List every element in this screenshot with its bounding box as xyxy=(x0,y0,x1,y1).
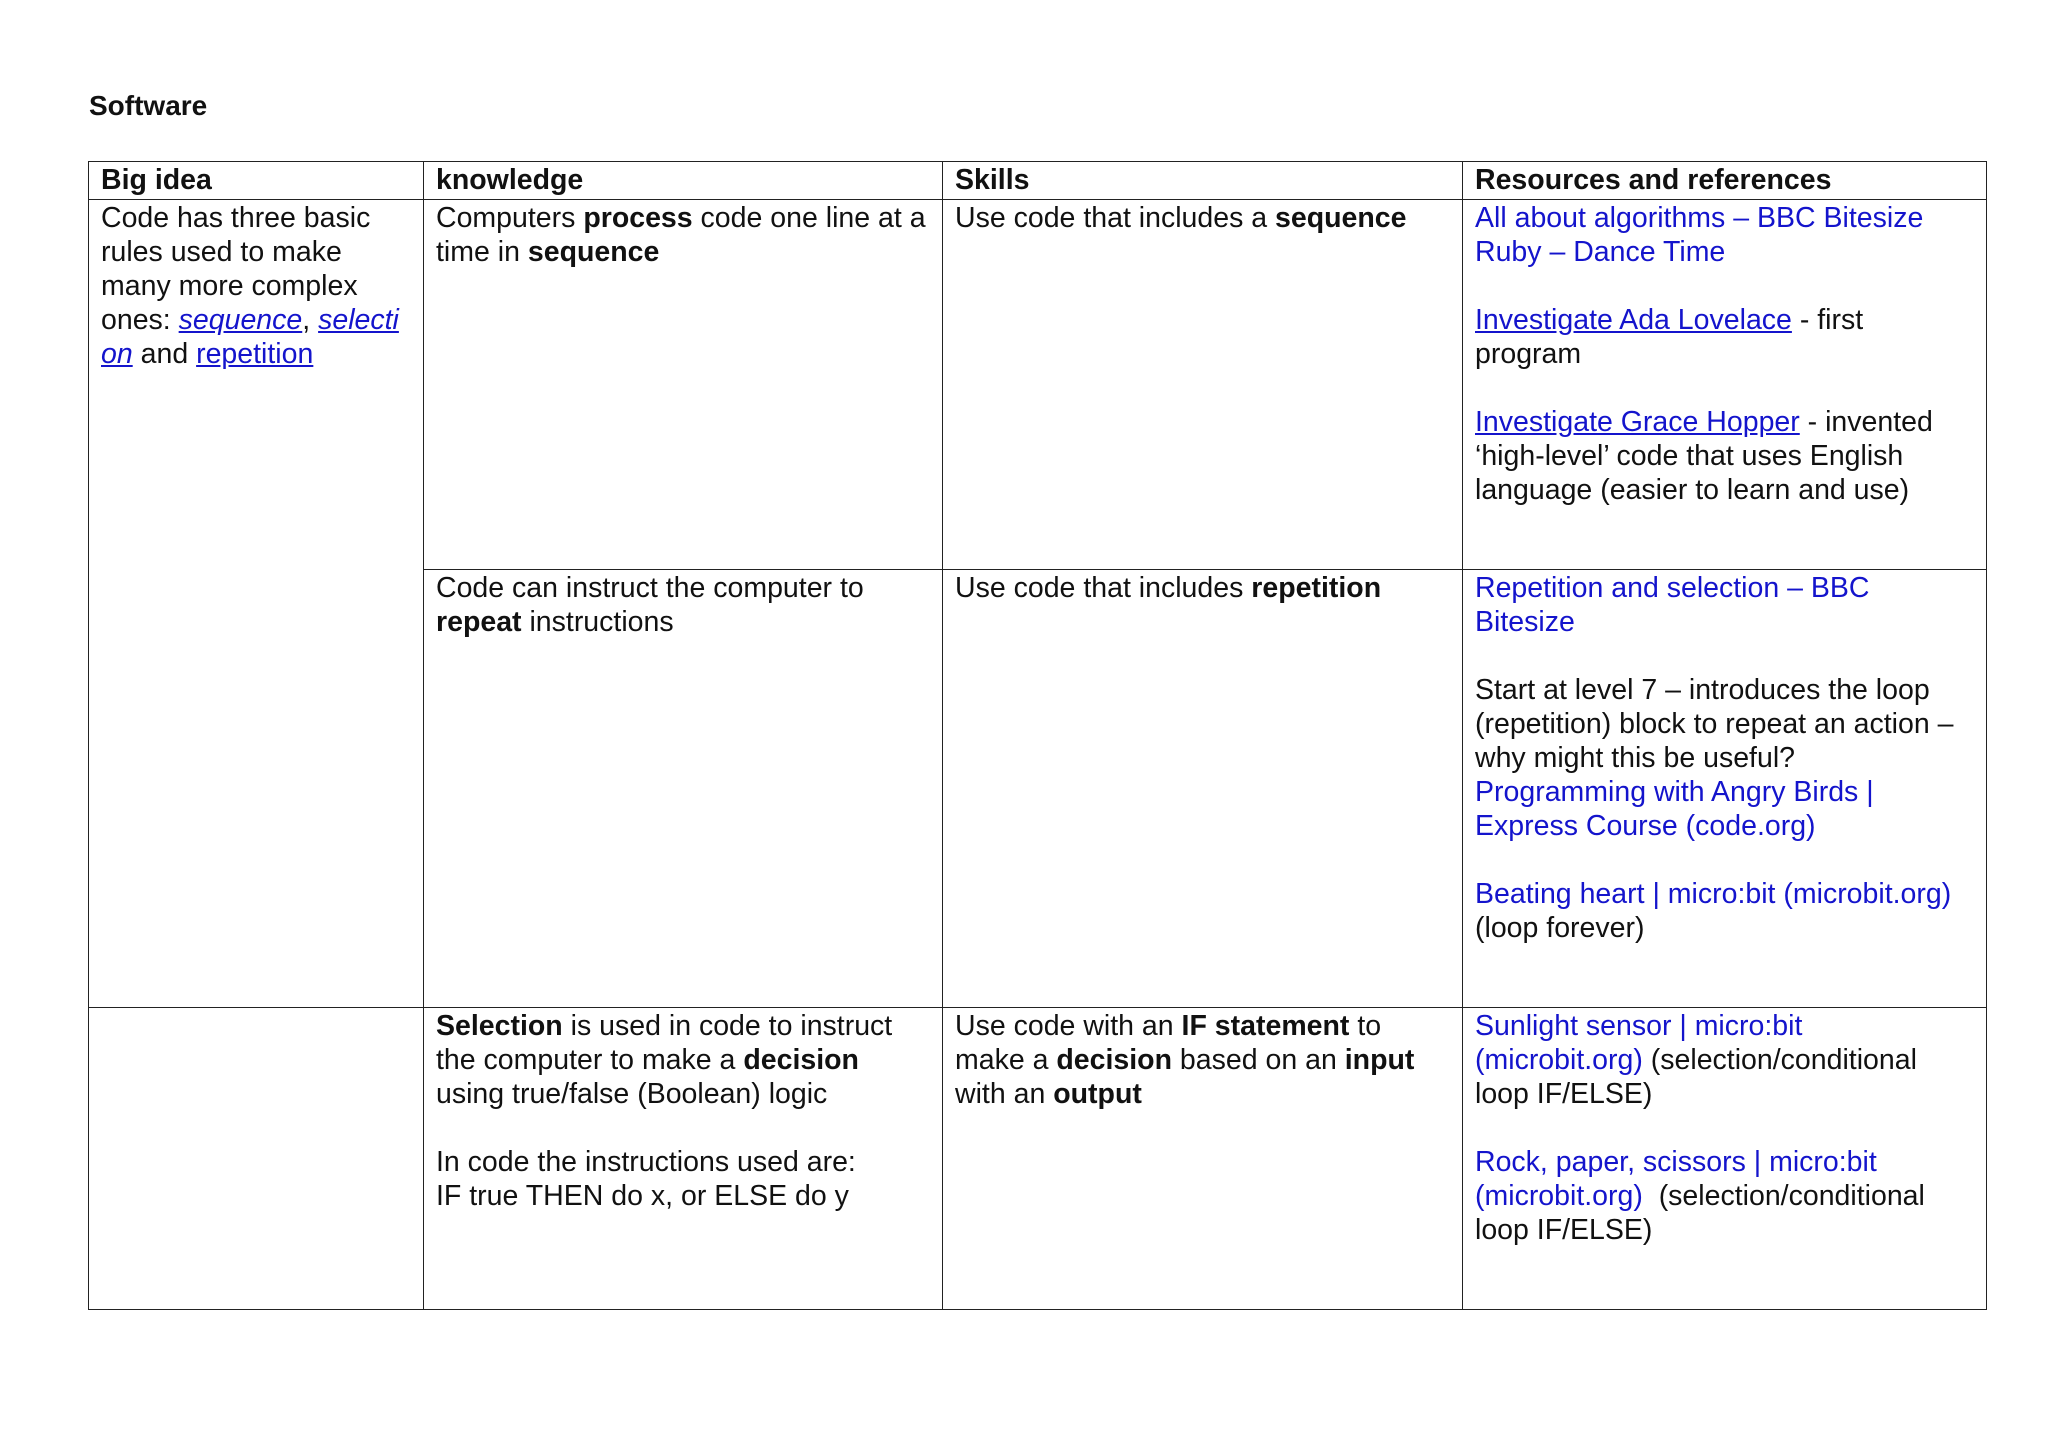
skills-bold: sequence xyxy=(1275,202,1407,234)
bbc-repetition-link[interactable]: Repetition and selection – BBC Bitesize xyxy=(1475,572,1878,638)
skills-bold: IF statement xyxy=(1181,1010,1350,1042)
angry-birds-link[interactable]: Programming with Angry Birds | Express Course (code.org) xyxy=(1475,776,1882,842)
skills-text: based on an xyxy=(1172,1044,1345,1076)
skills-text: Use code with an xyxy=(955,1010,1182,1042)
software-table xyxy=(88,161,1987,1310)
bbc-algorithms-link[interactable]: All about algorithms – BBC Bitesize xyxy=(1475,202,1924,234)
ruby-dance-link[interactable]: Ruby – Dance Time xyxy=(1475,236,1726,268)
knowledge-cell xyxy=(424,1008,943,1310)
repetition-link[interactable]: repetition xyxy=(196,338,314,370)
knowledge-cell xyxy=(424,200,943,570)
knowledge-text: is used in code to instruct the computer to make a xyxy=(436,1010,901,1076)
resource-item xyxy=(1475,303,1974,371)
skills-text: with an xyxy=(955,1044,1423,1110)
beating-heart-link[interactable]: Beating heart | micro:bit (microbit.org) xyxy=(1475,878,1952,910)
header-knowledge: knowledge xyxy=(424,162,943,200)
skills-text: Use code that includes a xyxy=(955,202,1276,234)
spacer xyxy=(1475,371,1974,405)
ada-lovelace-link[interactable]: Investigate Ada Lovelace xyxy=(1475,304,1792,336)
knowledge-text: Code can instruct the computer to xyxy=(436,572,872,604)
grace-hopper-link[interactable]: Investigate Grace Hopper xyxy=(1475,406,1800,438)
header-skills: Skills xyxy=(943,162,1463,200)
document-title: Software xyxy=(89,90,208,121)
header-row xyxy=(89,162,1987,200)
spacer xyxy=(1475,269,1974,303)
knowledge-bold: Selection xyxy=(436,1010,563,1042)
spacer xyxy=(1475,639,1974,673)
knowledge-bold: process xyxy=(583,202,693,234)
knowledge-cell xyxy=(424,570,943,1008)
knowledge-paragraph xyxy=(436,1009,930,1111)
spacer xyxy=(1475,1111,1974,1145)
big-idea-cell xyxy=(89,200,424,1008)
knowledge-bold: sequence xyxy=(527,236,660,268)
big-idea-cell-empty xyxy=(89,1008,424,1310)
knowledge-bold: decision xyxy=(743,1044,859,1076)
skills-bold: output xyxy=(1053,1078,1142,1110)
skills-cell xyxy=(943,1008,1463,1310)
knowledge-text: In code the instructions used are: xyxy=(436,1146,856,1178)
knowledge-text: using true/false (Boolean) logic xyxy=(436,1044,867,1110)
resource-text: (loop forever) xyxy=(1475,912,1645,944)
selection-link[interactable]: selection xyxy=(101,304,399,370)
sequence-link[interactable]: sequence xyxy=(178,304,303,336)
header-big-idea: Big idea xyxy=(89,162,424,200)
skills-text: to make a xyxy=(955,1010,1390,1076)
spacer xyxy=(1475,843,1974,877)
resource-item xyxy=(1475,1009,1974,1111)
resources-cell xyxy=(1463,200,1987,570)
resources-cell xyxy=(1463,1008,1987,1310)
table-row xyxy=(89,200,1987,570)
sunlight-sensor-link[interactable]: Sunlight sensor | micro:bit (microbit.org) xyxy=(1475,1010,1811,1076)
big-idea-text: Code has three basic rules used to make many more complex ones: xyxy=(101,202,379,336)
skills-bold: input xyxy=(1344,1044,1415,1076)
resource-text: Start at level 7 – introduces the loop (repetition) block to repeat an action – why might this be useful? xyxy=(1475,674,1962,774)
spacer xyxy=(436,1111,930,1145)
skills-cell xyxy=(943,570,1463,1008)
skills-bold: decision xyxy=(1056,1044,1173,1076)
comma-text: , xyxy=(302,304,319,336)
knowledge-text: code one line at a time in xyxy=(436,202,934,268)
rock-paper-scissors-link[interactable]: Rock, paper, scissors | micro:bit (microbit.org) xyxy=(1475,1146,1885,1212)
table-row xyxy=(89,1008,1987,1310)
resource-text: (selection/conditional loop IF/ELSE) xyxy=(1475,1180,1933,1246)
resource-item xyxy=(1475,405,1974,507)
and-text: and xyxy=(132,338,197,370)
knowledge-text: Computers xyxy=(436,202,584,234)
resource-item xyxy=(1475,1145,1974,1247)
knowledge-text: IF true THEN do x, or ELSE do y xyxy=(436,1180,849,1212)
header-resources: Resources and references xyxy=(1463,162,1987,200)
skills-bold: repetition xyxy=(1251,572,1382,604)
resource-text: - first program xyxy=(1475,304,1872,370)
resource-text: (selection/conditional loop IF/ELSE) xyxy=(1475,1044,1925,1110)
knowledge-text: instructions xyxy=(521,606,674,638)
skills-text: Use code that includes xyxy=(955,572,1252,604)
resources-cell xyxy=(1463,570,1987,1008)
skills-cell xyxy=(943,200,1463,570)
resource-text: - invented ‘high-level’ code that uses English language (easier to learn and use) xyxy=(1475,406,1941,506)
knowledge-bold: repeat xyxy=(436,606,522,638)
